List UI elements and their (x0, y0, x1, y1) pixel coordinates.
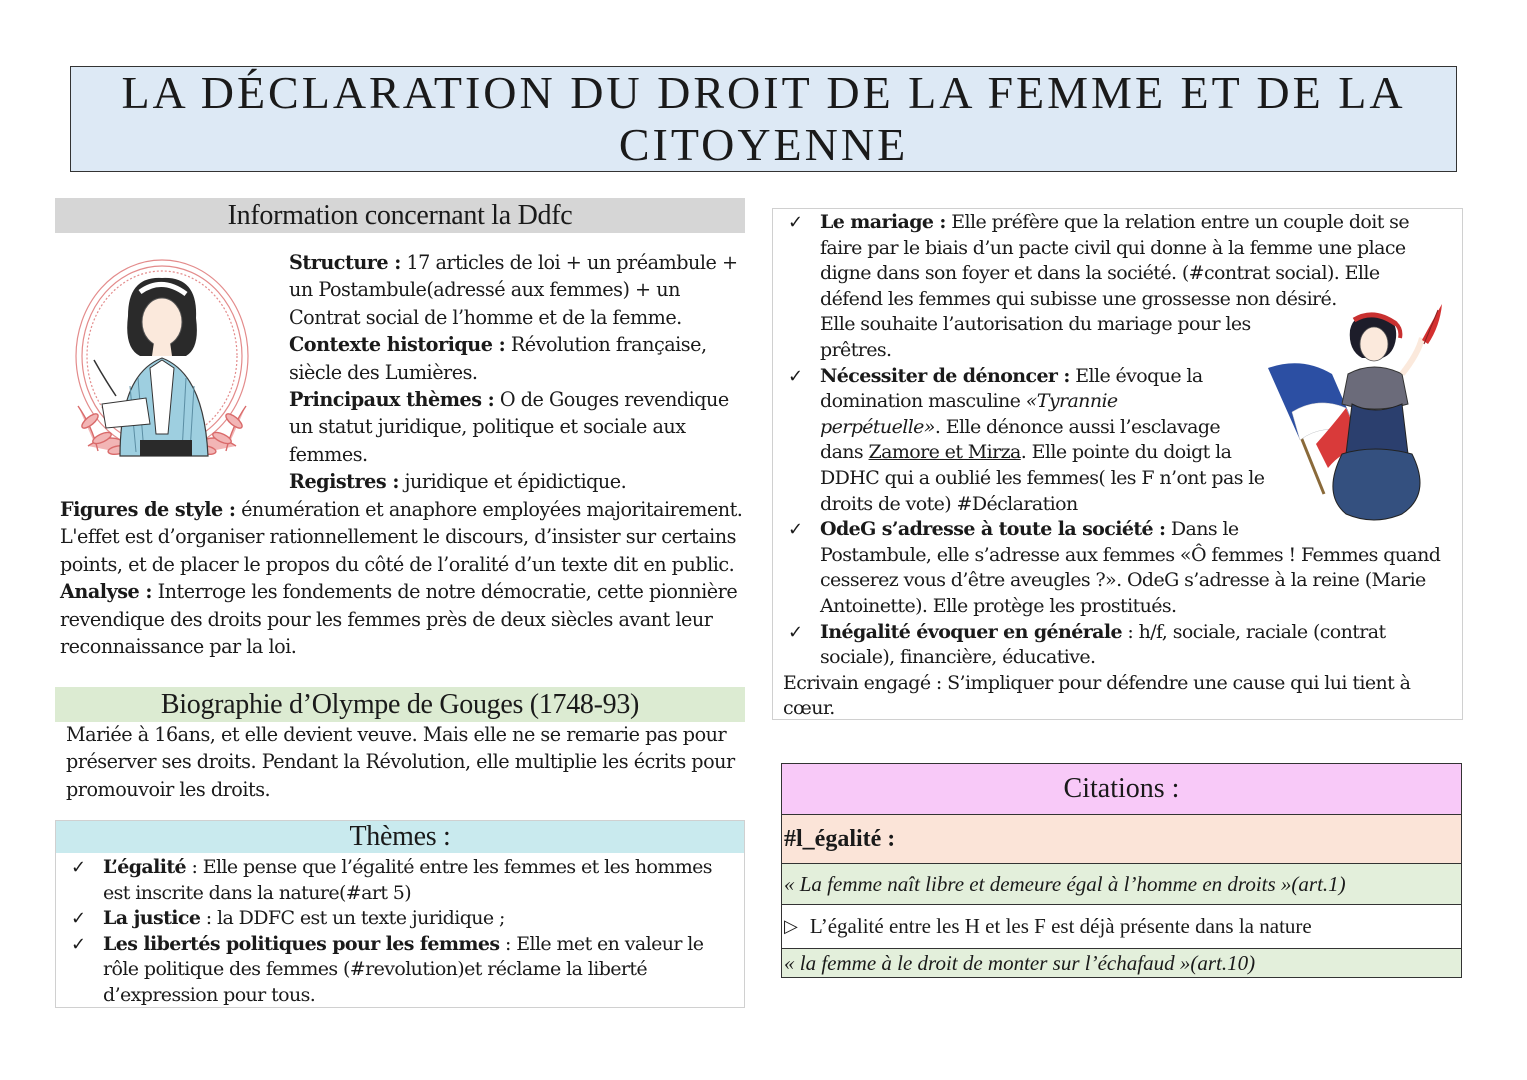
info-heading (55, 198, 745, 233)
denoncer-line-5: DDHC qui a oublié les femmes( les F n’ont pas le (820, 466, 1265, 489)
checkmark-icon: ✓ (788, 519, 803, 541)
analyse-line-3: reconnaissance par la loi. (60, 635, 297, 659)
themes-list (63, 855, 712, 1009)
denoncer-line-4-pre: dans (820, 441, 869, 464)
citations-heading-text: Citations : (1063, 773, 1180, 804)
themes-line-1: O de Gouges revendique (499, 388, 729, 412)
analyse-line-2: revendique des droits pour les femmes près de deux siècles avant leur (60, 607, 713, 631)
contexte-line-1: Révolution française, (510, 333, 707, 357)
citation-note-text: L’égalité entre les H et les F est déjà présente dans la nature (809, 914, 1312, 938)
societe-line-3: cesserez vous d’être aveugles ?». OdeG s’adresse à la reine (Marie (820, 569, 1426, 592)
item-denoncer (780, 364, 1440, 518)
structure-line-2: un Postambule(adressé aux femmes) + un (289, 278, 680, 302)
contexte-label: Contexte historique : (289, 333, 506, 357)
theme-justice-text: : la DDFC est un texte juridique ; (200, 907, 505, 930)
themes-line-3: femmes. (289, 442, 368, 466)
structure-label: Structure : (289, 251, 401, 274)
societe-label: OdeG s’adresse à toute la société : (820, 518, 1166, 541)
societe-first: Dans le (1165, 518, 1239, 541)
theme-libertes-line-3: d’expression pour tous. (103, 983, 316, 1006)
denoncer-italic-2: perpétuelle» (820, 415, 935, 438)
contexte-line-2: siècle des Lumières. (289, 360, 478, 384)
denoncer-label: Nécessiter de dénoncer : (820, 364, 1070, 387)
theme-libertes-label: Les libertés politiques pour les femmes (103, 932, 500, 955)
mariage-line-3: digne dans son foyer et dans la société. (#contrat social). Elle (820, 262, 1380, 285)
citation-quote-2-text: « la femme à le droit de monter sur l’échafaud »(art.10) (784, 950, 1256, 975)
figures-label: Figures de style : (60, 498, 236, 521)
denoncer-line-6: droits de vote) #Déclaration (820, 492, 1078, 515)
structure-line-3: Contrat social de l’homme et de la femme. (289, 305, 682, 329)
theme-item-egalite (63, 855, 712, 906)
ecrivain-engage (783, 671, 1443, 722)
citation-quote-1 (782, 864, 1461, 905)
denoncer-after-italic: . Elle dénonce aussi l’esclavage (934, 415, 1221, 438)
theme-item-libertes (63, 932, 712, 1009)
citation-note (782, 905, 1461, 949)
checkmark-icon: ✓ (788, 212, 803, 233)
registres-label: Registres : (289, 470, 399, 494)
checkmark-icon: ✓ (788, 621, 803, 643)
item-inegalite (780, 620, 1440, 671)
societe-line-2: Postambule, elle s’adresse aux femmes «Ô femmes ! Femmes quand (820, 543, 1441, 566)
info-analysis (60, 496, 742, 660)
mariage-line-1: Elle préfère que la relation entre un couple doit se (945, 211, 1409, 233)
figures-line-3: points, et de placer le propos du côté de l’oralité d’un texte dit en public. (60, 552, 735, 576)
citations-subheading (782, 815, 1461, 864)
bio-line-2: préserver ses droits. Pendant la Révolution, elle multiplie les écrits pour (66, 750, 735, 774)
denoncer-first: Elle évoque la (1069, 364, 1203, 387)
title-line-2: CITOYENNE (618, 119, 909, 170)
checkmark-icon: ✓ (71, 857, 86, 878)
mariage-line-5: Elle souhaite l’autorisation du mariage pour les (820, 313, 1251, 336)
mariage-label: Le mariage : (820, 211, 946, 233)
item-societe (780, 517, 1440, 619)
bio-line-3: promouvoir les droits. (66, 777, 271, 801)
citations-table (781, 763, 1462, 978)
citations-subheading-text: #l_égalité : (784, 825, 896, 852)
registres-text: juridique et épidictique. (404, 470, 627, 494)
themes-heading-text: Thèmes : (349, 821, 451, 852)
figures-line-1: énumération et anaphore employées majoritairement. (241, 498, 743, 521)
citations-heading (782, 764, 1461, 815)
mariage-line-6: prêtres. (820, 338, 892, 361)
structure-line-1: 17 articles de loi + un préambule + (406, 251, 738, 274)
theme-egalite-label: L’égalité (103, 856, 187, 878)
theme-egalite-line-1: : Elle pense que l’égalité entre les femmes et les hommes (186, 856, 712, 878)
bio-heading-text: Biographie d’Olympe de Gouges (1748-93) (160, 688, 640, 720)
checkmark-icon: ✓ (788, 365, 803, 387)
analyse-label: Analyse : (60, 580, 152, 604)
analyse-line-1: Interroge les fondements de notre démocratie, cette pionnière (157, 580, 738, 604)
societe-line-4: Antoinette). Elle protège les prostitués. (820, 594, 1177, 617)
info-heading-text: Information concernant la Ddfc (227, 199, 573, 231)
theme-libertes-line-1: : Elle met en valeur le (499, 932, 704, 955)
olympe-portrait-illustration (58, 256, 266, 484)
zamore-mirza-title: Zamore et Mirza (868, 441, 1021, 464)
checkmark-icon: ✓ (71, 908, 86, 930)
inegalite-label: Inégalité évoquer en générale (820, 620, 1122, 643)
title-line-1: LA DÉCLARATION DU DROIT DE LA FEMME ET DE LA (121, 67, 1406, 118)
checkmark-icon: ✓ (71, 933, 86, 955)
info-details (289, 249, 738, 496)
figures-line-2: L'effet est d’organiser rationnellement le discours, d’insister sur certains (60, 525, 736, 549)
themes-heading (56, 821, 744, 853)
theme-egalite-line-2: est inscrite dans la nature(#art 5) (103, 881, 412, 904)
denoncer-italic-1: «Tyrannie (1025, 390, 1118, 413)
denoncer-line-4-post: . Elle pointe du doigt la (1020, 441, 1232, 464)
theme-libertes-line-2: rôle politique des femmes (#revolution)et réclame la liberté (103, 958, 648, 981)
inegalite-line-2: sociale), financière, éducative. (820, 646, 1096, 669)
bio-line-1: Mariée à 16ans, et elle devient veuve. Mais elle ne se remarie pas pour (66, 723, 727, 746)
mariage-line-2: faire par le biais d’un pacte civil qui donne à la femme une place (820, 236, 1406, 259)
theme-justice-label: La justice (103, 907, 201, 930)
themes-label: Principaux thèmes : (289, 388, 495, 412)
mariage-line-4: défend les femmes qui subisse une grossesse non désiré. (820, 287, 1337, 310)
item-mariage (780, 210, 1440, 364)
theme-item-justice (63, 906, 712, 932)
title-banner (70, 66, 1457, 172)
denoncer-line-2: domination masculine (820, 390, 1026, 413)
page-title (104, 67, 1424, 171)
citation-quote-2 (782, 949, 1461, 977)
citation-quote-1-text: « La femme naît libre et demeure égal à l’homme en droits »(art.1) (784, 871, 1346, 896)
ecrivain-line-1: Ecrivain engagé : S’impliquer pour défendre une cause qui lui tient à (783, 671, 1411, 694)
ecrivain-line-2: cœur. (783, 697, 835, 720)
right-checklist (780, 210, 1440, 722)
triangle-right-icon: ▷ (784, 916, 798, 937)
bio-heading (55, 687, 745, 722)
bio-text (66, 721, 735, 803)
inegalite-first: : h/f, sociale, raciale (contrat (1121, 620, 1386, 643)
themes-line-2: un statut juridique, politique et sociale aux (289, 415, 686, 439)
